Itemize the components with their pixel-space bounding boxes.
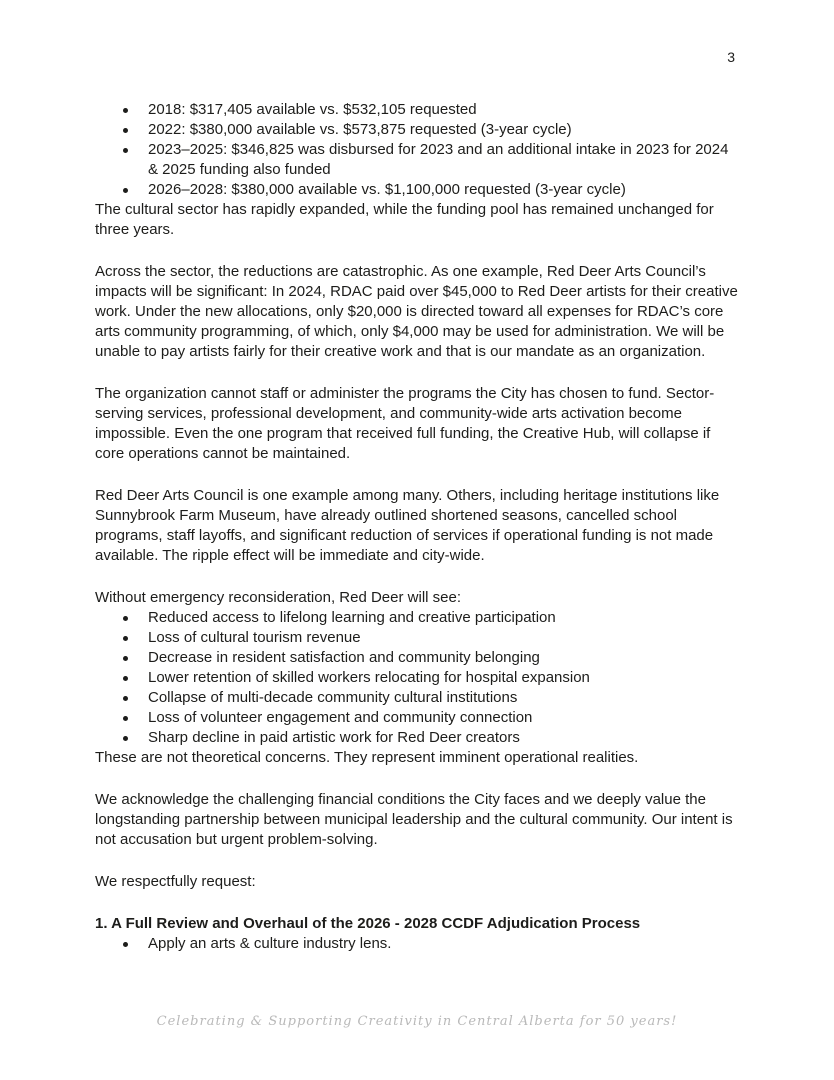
- paragraph-without-reconsideration-intro: Without emergency reconsideration, Red Deer will see:: [95, 589, 461, 606]
- funding-history-list: [95, 100, 738, 200]
- document-body: [95, 100, 738, 954]
- list-item: 2018: $317,405 available vs. $532,105 requested: [148, 100, 738, 120]
- list-item: 2026–2028: $380,000 available vs. $1,100,000 requested (3-year cycle): [148, 180, 738, 200]
- list-item: Loss of volunteer engagement and community connection: [148, 708, 738, 728]
- footer-tagline: Celebrating & Supporting Creativity in Central Alberta for 50 years!: [156, 1014, 678, 1029]
- request-1-heading: 1. A Full Review and Overhaul of the 2026 - 2028 CCDF Adjudication Process: [95, 915, 641, 932]
- list-item: 2023–2025: $346,825 was disbursed for 2023 and an additional intake in 2023 for 2024 & 2025 funding also funded: [148, 140, 738, 180]
- list-item: Lower retention of skilled workers relocating for hospital expansion: [148, 668, 738, 688]
- paragraph-respectfully-request: We respectfully request:: [95, 873, 256, 890]
- list-item: Decrease in resident satisfaction and community belonging: [148, 648, 738, 668]
- list-item: Loss of cultural tourism revenue: [148, 628, 738, 648]
- paragraph-heritage-examples: Red Deer Arts Council is one example among many. Others, including heritage institutions like Sunnybrook Farm Museum, have already outlined shortened seasons, cancelled school programs, staff layoffs, and significant reduction of services if operational funding is not made available. The ripple effect will be immediate and city-wide.: [95, 487, 720, 564]
- paragraph-not-theoretical: These are not theoretical concerns. They represent imminent operational realities.: [95, 749, 639, 766]
- list-item: Collapse of multi-decade community cultural institutions: [148, 688, 738, 708]
- paragraph-sector-reductions: Across the sector, the reductions are catastrophic. As one example, Red Deer Arts Council’s impacts will be significant: In 2024, RDAC paid over $45,000 to Red Deer artists for their creative work. Under the new allocations, only $20,000 is directed toward all expenses for RDAC’s core arts community programming, of which, only $4,000 may be used for administration. We will be unable to pay artists fairly for their creative work and that is our mandate as an organization.: [95, 263, 738, 360]
- paragraph-funding-pool: The cultural sector has rapidly expanded, while the funding pool has remained unchanged for three years.: [95, 201, 714, 238]
- impacts-list: [95, 608, 738, 748]
- paragraph-organization-staffing: The organization cannot staff or administer the programs the City has chosen to fund. Sector-serving services, professional development, and community-wide arts activation become impossible. Even the one program that received full funding, the Creative Hub, will collapse if core operations cannot be maintained.: [95, 385, 715, 462]
- request-1-list: [95, 934, 738, 954]
- list-item: Sharp decline in paid artistic work for Red Deer creators: [148, 728, 738, 748]
- list-item: 2022: $380,000 available vs. $573,875 requested (3-year cycle): [148, 120, 738, 140]
- list-item: Apply an arts & culture industry lens.: [148, 934, 738, 954]
- paragraph-acknowledge-city: We acknowledge the challenging financial conditions the City faces and we deeply value the longstanding partnership between municipal leadership and the cultural community. Our intent is not accusation but urgent problem-solving.: [95, 791, 733, 848]
- list-item: Reduced access to lifelong learning and creative participation: [148, 608, 738, 628]
- page-number: 3: [727, 49, 735, 65]
